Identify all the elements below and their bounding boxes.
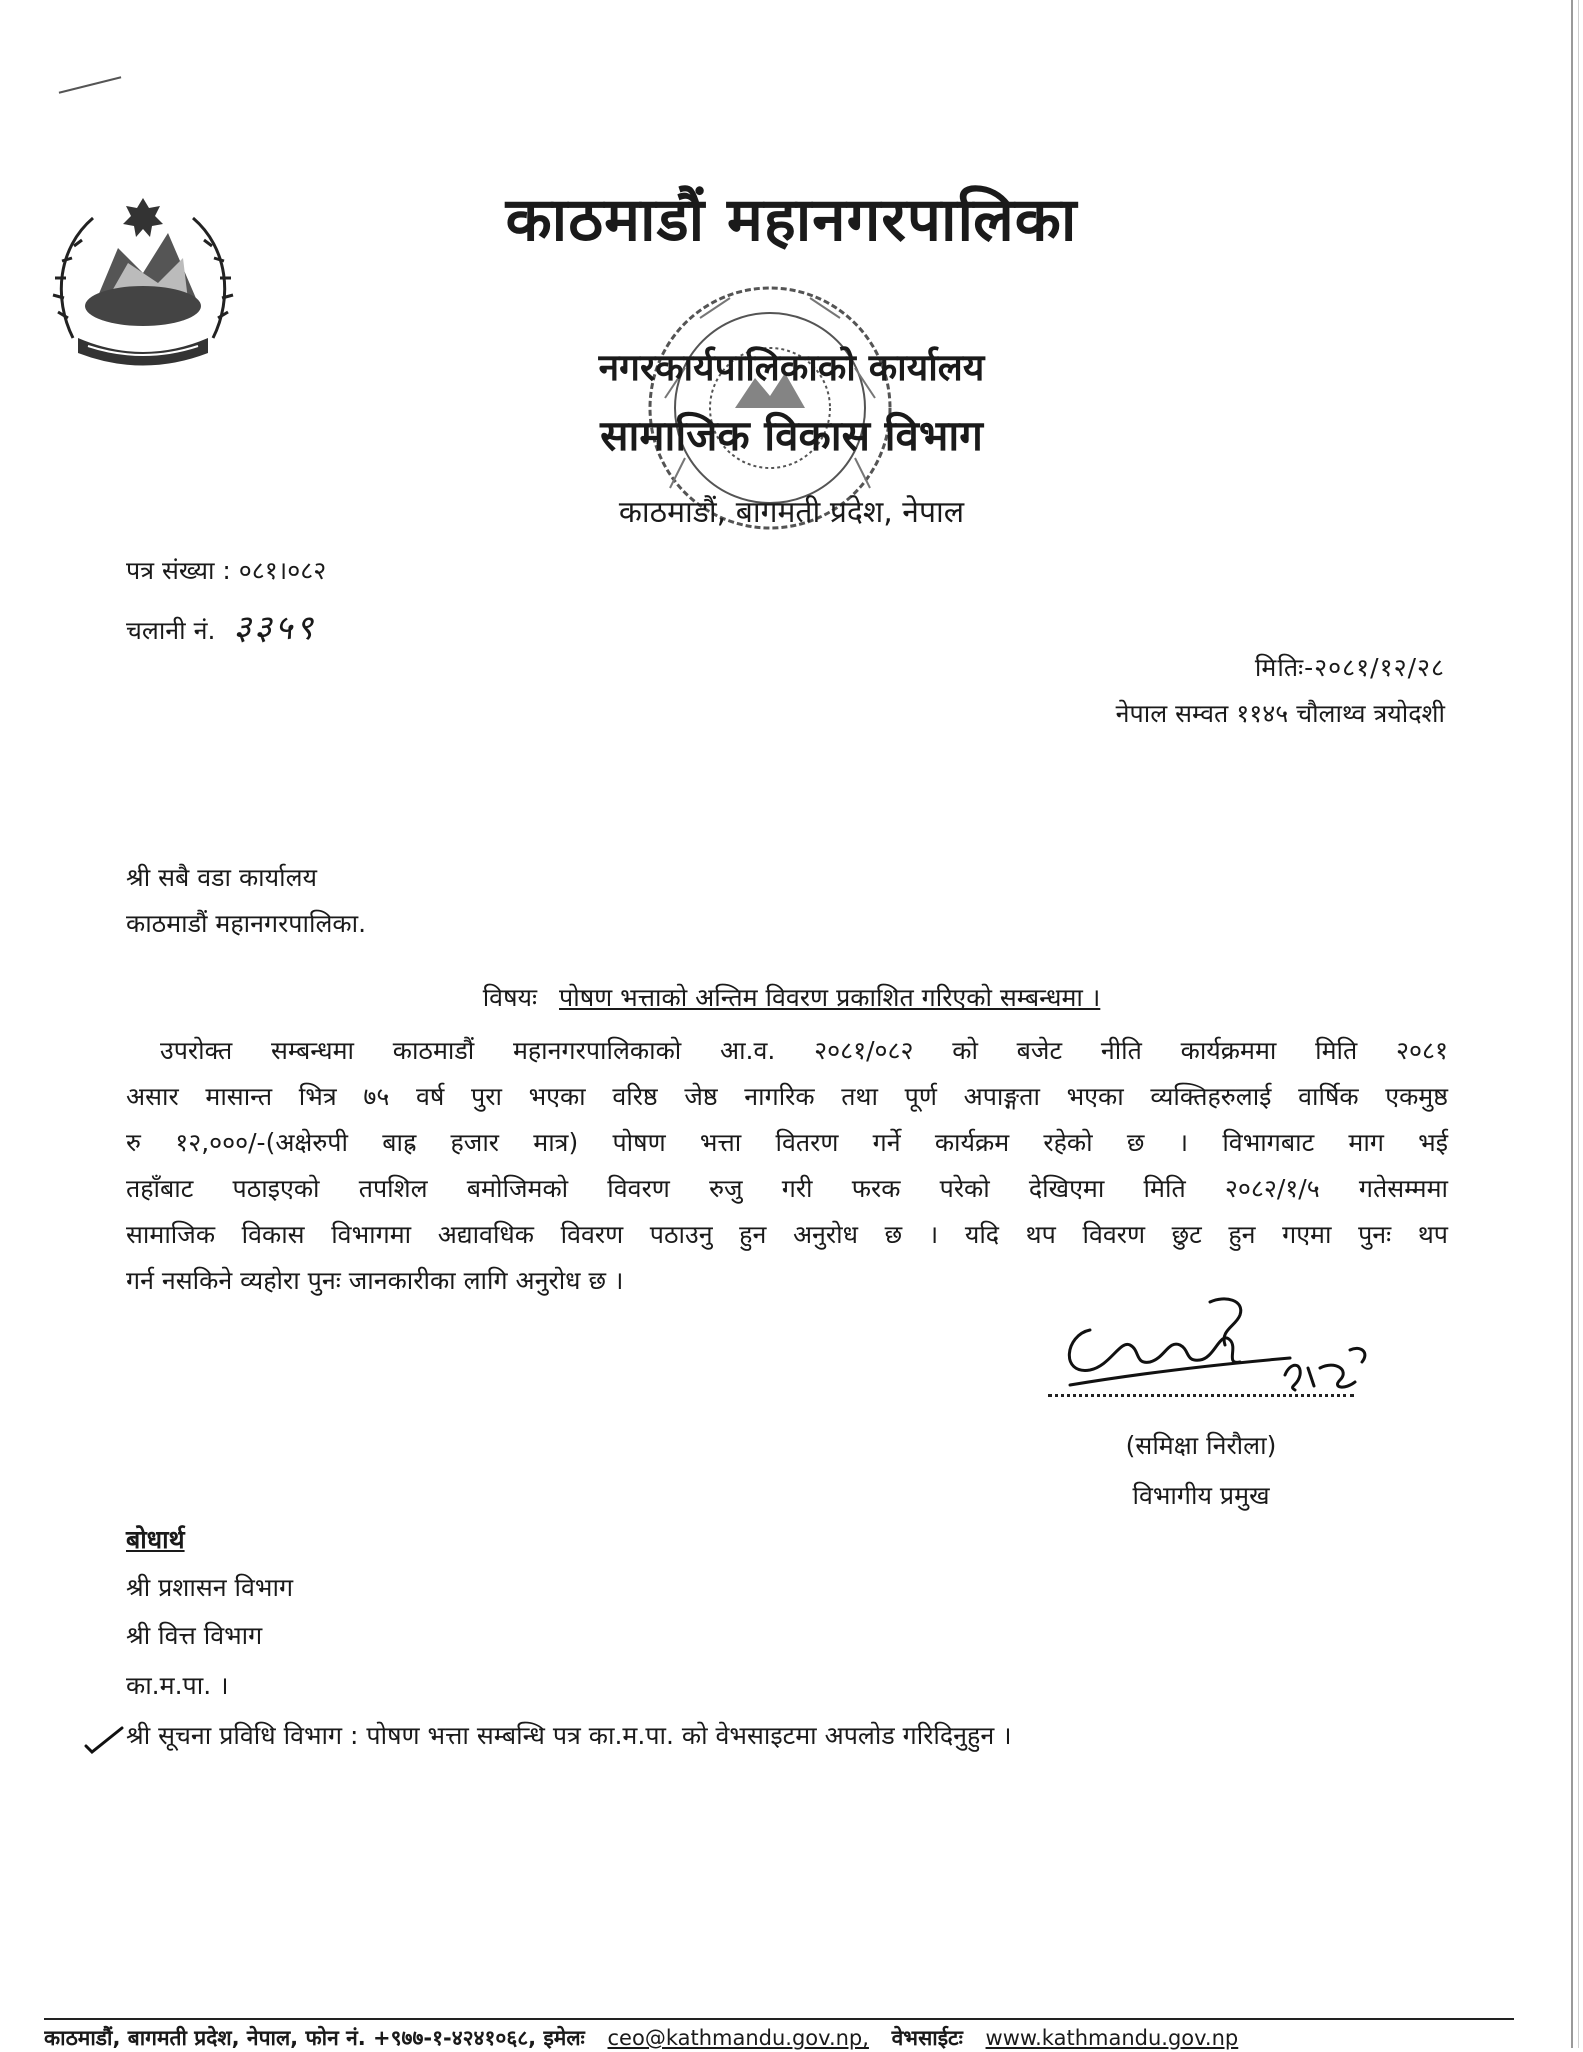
subject-label: विषयः bbox=[482, 983, 538, 1012]
body-paragraph bbox=[126, 1028, 1448, 1304]
cc-item: का.म.पा. । bbox=[126, 1671, 229, 1700]
cc-item: श्री प्रशासन विभाग bbox=[126, 1573, 294, 1602]
subject-text: पोषण भत्ताको अन्तिम विवरण प्रकाशित गरिएको सम्बन्धमा । bbox=[559, 983, 1101, 1012]
cc-item: श्री वित्त विभाग bbox=[126, 1621, 263, 1650]
letter-number-label: पत्र संख्या : bbox=[126, 556, 231, 585]
footer-divider bbox=[44, 2018, 1514, 2020]
body-line: उपरोक्त सम्बन्धमा काठमाडौं महानगरपालिकाको आ.व. २०८१/०८२ को बजेट नीति कार्यक्रममा मिति २०८१ bbox=[160, 1036, 1448, 1065]
signature-dotted-line bbox=[1048, 1394, 1354, 1397]
scan-edge-line bbox=[1571, 0, 1573, 2048]
signatory-name: (समिक्षा निरौला) bbox=[1125, 1431, 1277, 1460]
handwritten-signature bbox=[1050, 1290, 1380, 1400]
body-line: सामाजिक विकास विभागमा अद्यावधिक विवरण पठाउनु हुन अनुरोध छ । यदि थप विवरण छुट हुन गएमा पुनः थप bbox=[126, 1220, 1448, 1249]
letterhead-title: काठमाडौं महानगरपालिका bbox=[505, 185, 1078, 255]
letter-number-line bbox=[126, 553, 326, 587]
scan-stray-mark bbox=[59, 76, 122, 93]
body-line: गर्न नसकिने व्यहोरा पुनः जानकारीका लागि अनुरोध छ । bbox=[126, 1266, 624, 1295]
cc-item: श्री सूचना प्रविधि विभाग : पोषण भत्ता सम्बन्धि पत्र का.म.पा. को वेभसाइटमा अपलोड गरिदिनुहुन । bbox=[126, 1721, 1012, 1750]
dispatch-number-line bbox=[126, 603, 316, 649]
dispatch-number-value: ३३५९ bbox=[233, 608, 317, 648]
signatory-title: विभागीय प्रमुख bbox=[1132, 1481, 1270, 1510]
body-line: तहाँबाट पठाइएको तपशिल बमोजिमको विवरण रुजु गरी फरक परेको देखिएमा मिति २०८२/१/५ गतेसम्ममा bbox=[126, 1174, 1448, 1203]
footer-address: काठमाडौं, बागमती प्रदेश, नेपाल, फोन नं. +९७७-१-४२४१०६८, इमेलः bbox=[44, 2026, 585, 2050]
footer-email[interactable]: ceo@kathmandu.gov.np, bbox=[607, 2026, 869, 2050]
nepal-sambat-date: नेपाल सम्वत ११४५ चौलाथ्व त्रयोदशी bbox=[1115, 699, 1445, 728]
letterhead-department: सामाजिक विकास विभाग bbox=[600, 411, 983, 460]
letterhead-office: नगरकार्यपालिकाको कार्यालय bbox=[598, 346, 985, 389]
footer-website[interactable]: www.kathmandu.gov.np bbox=[985, 2026, 1239, 2050]
letterhead-address: काठमाडौं, बागमती प्रदेश, नेपाल bbox=[618, 495, 965, 530]
cc-heading: बोधार्थ bbox=[126, 1525, 185, 1554]
addressee-line-2: काठमाडौं महानगरपालिका. bbox=[126, 909, 367, 938]
subject-line bbox=[0, 980, 1583, 1014]
footer-website-label: वेभसाईटः bbox=[891, 2026, 963, 2050]
addressee-line-1: श्री सबै वडा कार्यालय bbox=[126, 863, 318, 892]
check-mark-icon bbox=[82, 1720, 126, 1754]
dispatch-number-label: चलानी नं. bbox=[126, 616, 216, 645]
scan-edge-line-secondary bbox=[1578, 0, 1579, 2048]
letter-date: मितिः-२०८१/१२/२८ bbox=[1254, 653, 1445, 682]
letter-number-value: ०८१।०८२ bbox=[238, 556, 327, 585]
body-line: असार मासान्त भित्र ७५ वर्ष पुरा भएका वरिष्ठ जेष्ठ नागरिक तथा पूर्ण अपाङ्गता भएका व्यक्तिहरुलाई वार्षिक एकमुष्ठ bbox=[126, 1082, 1448, 1111]
body-line: रु १२,०००/-(अक्षेरुपी बाह्र हजार मात्र) पोषण भत्ता वितरण गर्ने कार्यक्रम रहेको छ । विभागबाट माग भई bbox=[126, 1128, 1448, 1157]
